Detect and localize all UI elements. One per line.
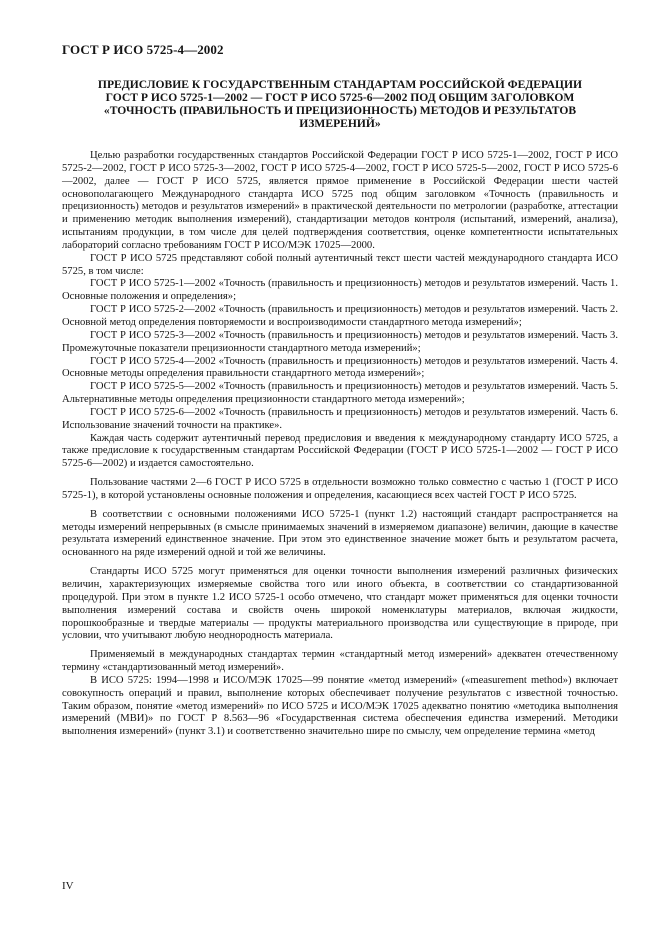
paragraph: ГОСТ Р ИСО 5725-1—2002 «Точность (правильность и прецизионность) методов и результатов измерений. Часть 1. Основные положения и определения»; (62, 278, 618, 303)
paragraph: Пользование частями 2—6 ГОСТ Р ИСО 5725 в отдельности возможно только совместно с частью 1 (ГОСТ Р ИСО 5725-1), в которой установлены основные положения и определения, касающиеся всех частей ГОСТ Р ИСО 5725. (62, 477, 618, 501)
paragraph: ГОСТ Р ИСО 5725-5—2002 «Точность (правильность и прецизионность) методов и результатов измерений. Часть 5. Альтернативные методы определения прецизионности стандартного метода измерений»; (62, 381, 618, 406)
running-header: ГОСТ Р ИСО 5725-4—2002 (62, 42, 224, 57)
paragraph: ГОСТ Р ИСО 5725-4—2002 «Точность (правильность и прецизионность) методов и результатов измерений. Часть 4. Основные методы определения правильности стандартного метода измерений»; (62, 355, 618, 380)
title-line: «ТОЧНОСТЬ (ПРАВИЛЬНОСТЬ И ПРЕЦИЗИОННОСТЬ) МЕТОДОВ И РЕЗУЛЬТАТОВ (103, 104, 577, 117)
paragraph: Применяемый в международных стандартах термин «стандартный метод измерений» адекватен отечественному термину «стандартизованный метод измерений». (62, 649, 618, 674)
title-line: ПРЕДИСЛОВИЕ К ГОСУДАРСТВЕННЫМ СТАНДАРТАМ РОССИЙСКОЙ ФЕДЕРАЦИИ (97, 78, 583, 91)
paragraph: ГОСТ Р ИСО 5725-6—2002 «Точность (правильность и прецизионность) методов и результатов измерений. Часть 6. Использование значений точности на практике». (62, 406, 618, 431)
page-number: IV (62, 880, 74, 892)
paragraph: В соответствии с основными положениями ИСО 5725-1 (пункт 1.2) настоящий стандарт распространяется на методы измерений непрерывных (в смысле принимаемых значений в измеряемом диапазоне) величин, дающие в качестве результата измерений единственное значение. При этом это единственное значение может быть и результатом расчета, основанного на ряде измерений одной и той же величины. (62, 508, 618, 559)
paragraph: Целью разработки государственных стандартов Российской Федерации ГОСТ Р ИСО 5725-1—2002, ГОСТ Р ИСО 5725-2—2002, ГОСТ Р ИСО 5725-3—2002, ГОСТ Р ИСО 5725-4—2002, ГОСТ Р ИСО 5725-5—2002, ГОСТ Р ИСО 5725-6—2002, далее — ГОСТ Р ИСО 5725, является прямое применение в Российской Федерации шести частей основополагающего Международного стандарта ИСО 5725 под общим заголовком «Точность (правильность и прецизионность) методов и результатов измерений» в практической деятельности по метрологии (разработке, аттестации и применению методик выполнения измерений), стандартизации методов контроля (испытаний, измерений, анализа), испытаниям продукции, в том числе для целей подтверждения соответствия, оценке компетентности испытательных лабораторий согласно требованиям ГОСТ Р ИСО/МЭК 17025—2000. (62, 150, 618, 251)
paragraph: Стандарты ИСО 5725 могут применяться для оценки точности выполнения измерений различных физических величин, характеризующих измеряемые свойства того или иного объекта, в соответствии со стандартизованной процедурой. При этом в пункте 1.2 ИСО 5725-1 особо отмечено, что стандарт может применяться для оценки точности выполнения измерений состава и свойств очень широкой номенклатуры материалов, включая жидкости, порошкообразные и твердые материалы — продукты материального производства или существующие в природе, при условии, что учитывают любую неоднородность материала. (62, 566, 618, 642)
title-line: ГОСТ Р ИСО 5725-1—2002 — ГОСТ Р ИСО 5725-6—2002 ПОД ОБЩИМ ЗАГОЛОВКОМ (105, 91, 575, 104)
section-title (62, 78, 618, 130)
paragraph: Каждая часть содержит аутентичный перевод предисловия и введения к международному стандарту ИСО 5725, а также предисловие к государственным стандартам Российской Федерации (ГОСТ Р ИСО 5725-1—2002 — ГОСТ Р ИСО 5725-6—2002) и издается самостоятельно. (62, 432, 618, 470)
paragraph: В ИСО 5725: 1994—1998 и ИСО/МЭК 17025—99 понятие «метод измерений» («measurement method») включает совокупность операций и правил, выполнение которых обеспечивает получение результатов с известной точностью. Таким образом, понятие «метод измерений» по ИСО 5725 и ИСО/МЭК 17025 адекватно понятию «методика выполнения измерений (МВИ)» по ГОСТ Р 8.563—96 «Государственная система обеспечения единства измерений. Методики выполнения измерений» (пункт 3.1) и соответственно значительно шире по смыслу, чем определение термина «метод (62, 674, 618, 738)
body-text (62, 150, 618, 739)
paragraph: ГОСТ Р ИСО 5725-2—2002 «Точность (правильность и прецизионность) методов и результатов измерений. Часть 2. Основной метод определения повторяемости и воспроизводимости стандартного метода измерений»; (62, 304, 618, 328)
paragraph: ГОСТ Р ИСО 5725-3—2002 «Точность (правильность и прецизионность) методов и результатов измерений. Часть 3. Промежуточные показатели прецизионности стандартного метода измерений»; (62, 329, 618, 354)
paragraph: ГОСТ Р ИСО 5725 представляют собой полный аутентичный текст шести частей международного стандарта ИСО 5725, в том числе: (62, 252, 618, 277)
title-line: ИЗМЕРЕНИЙ» (299, 117, 381, 130)
